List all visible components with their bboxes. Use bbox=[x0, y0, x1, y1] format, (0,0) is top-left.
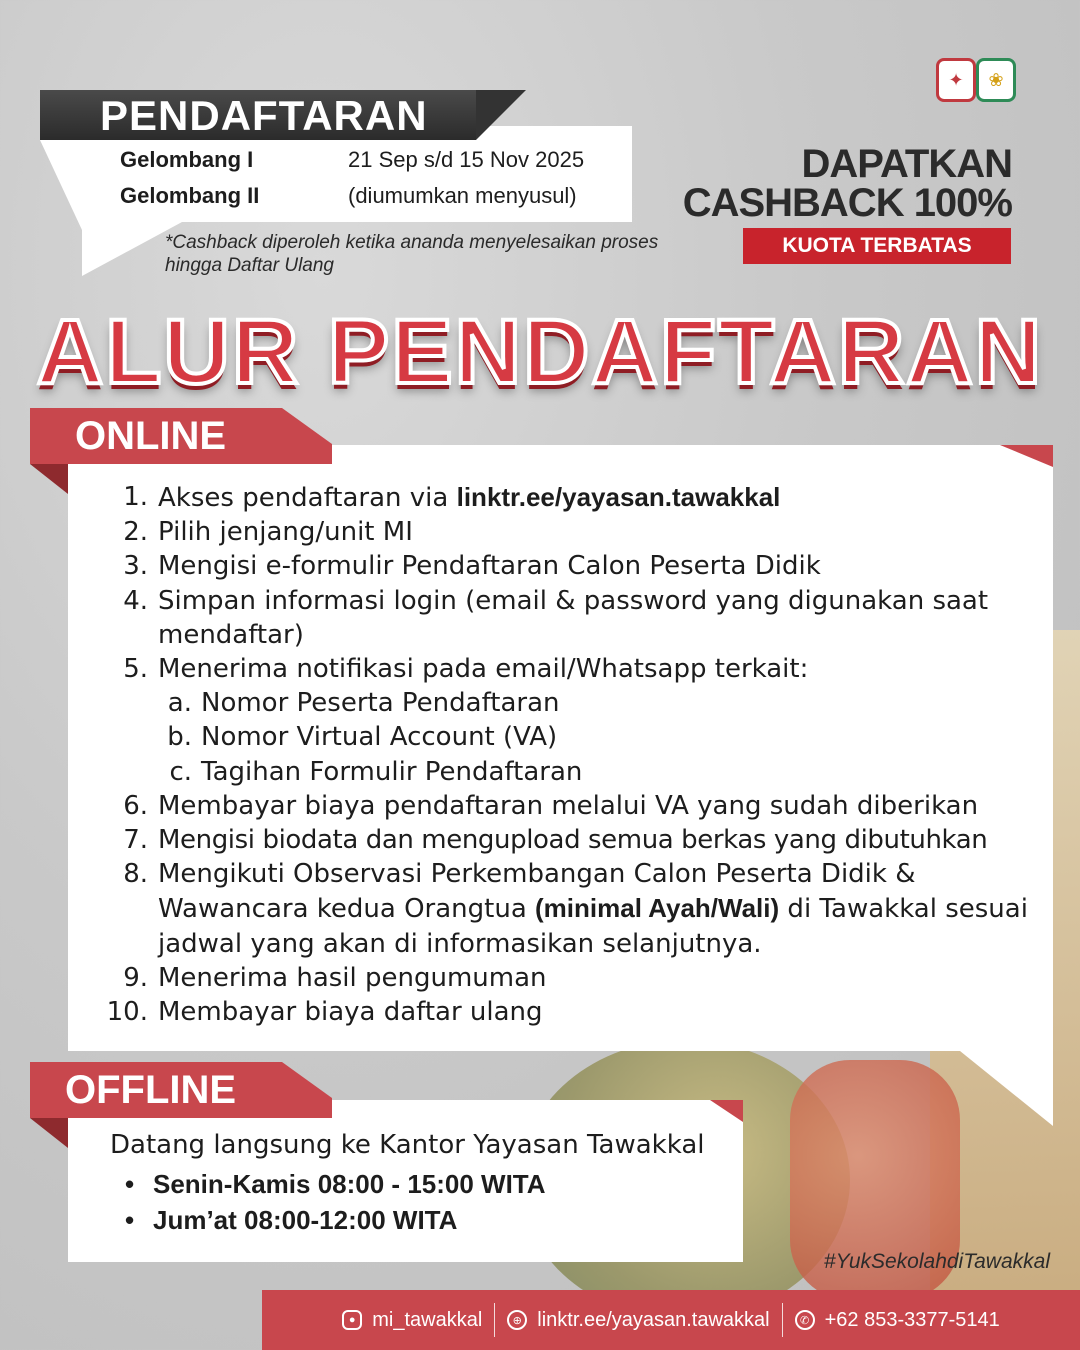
decor-triangle bbox=[282, 1062, 332, 1118]
wave-2-label: Gelombang II bbox=[120, 183, 260, 208]
foundation-logo-icon: ❀ bbox=[976, 58, 1016, 102]
office-hours-list bbox=[125, 1166, 546, 1238]
decor-triangle bbox=[40, 140, 82, 230]
decor-triangle bbox=[960, 1051, 1053, 1126]
decor-triangle bbox=[30, 464, 68, 494]
step-text-part: Akses pendaftaran via bbox=[158, 483, 457, 513]
promo-line-2: CASHBACK 100% bbox=[682, 181, 1012, 225]
list-item bbox=[125, 1166, 546, 1202]
step-number: 5. bbox=[123, 654, 148, 685]
list-item bbox=[125, 1202, 546, 1238]
online-steps-list bbox=[90, 480, 1040, 1029]
wave-1-label: Gelombang I bbox=[120, 147, 254, 172]
office-hours-weekday: Senin-Kamis 08:00 - 15:00 WITA bbox=[153, 1169, 546, 1199]
step-text-part: di Tawakkal sesuai jadwal yang akan di informasikan selanjutnya. bbox=[158, 894, 1028, 959]
list-item bbox=[90, 823, 1040, 857]
sub-text: Nomor Virtual Account (VA) bbox=[201, 722, 558, 753]
sub-letter: a. bbox=[167, 688, 192, 719]
step-number: 2. bbox=[123, 517, 148, 548]
step-text-part: Mengikuti Observasi Perkembangan Calon Peserta Didik & Wawancara kedua Orangtua bbox=[158, 859, 916, 925]
hashtag: #YukSekolahdiTawakkal bbox=[823, 1250, 1050, 1273]
registration-title: PENDAFTARAN bbox=[100, 92, 428, 139]
decor-triangle bbox=[710, 1100, 743, 1122]
step-text bbox=[158, 857, 1040, 961]
step-text: Menerima notifikasi pada email/Whatsapp terkait: bbox=[158, 654, 809, 685]
offline-tag: OFFLINE bbox=[30, 1062, 282, 1118]
list-item bbox=[90, 857, 1040, 961]
whatsapp-number: +62 853-3377-5141 bbox=[824, 1308, 1000, 1331]
step-number: 8. bbox=[123, 859, 148, 890]
step-text: Mengisi e-formulir Pendaftaran Calon Peserta Didik bbox=[158, 551, 821, 582]
whatsapp-icon: ✆ bbox=[795, 1310, 815, 1330]
online-tag: ONLINE bbox=[30, 408, 282, 464]
wave-2-date: (diumumkan menyusul) bbox=[348, 183, 577, 208]
footer-whatsapp[interactable] bbox=[783, 1309, 1012, 1332]
office-hours-friday: Jum’at 08:00-12:00 WITA bbox=[153, 1205, 458, 1235]
list-item bbox=[90, 480, 1040, 515]
list-item bbox=[90, 995, 1040, 1029]
instagram-handle: mi_tawakkal bbox=[372, 1308, 483, 1331]
sub-list-item bbox=[90, 686, 1040, 720]
list-item bbox=[90, 652, 1040, 686]
decor-triangle bbox=[1000, 445, 1053, 467]
decor-triangle bbox=[282, 408, 332, 464]
wave-1-date: 21 Sep s/d 15 Nov 2025 bbox=[348, 147, 585, 172]
promo-line-1: DAPATKAN bbox=[801, 142, 1012, 186]
instagram-icon: ● bbox=[342, 1310, 362, 1330]
list-item bbox=[90, 584, 1040, 652]
step-number: 7. bbox=[123, 825, 148, 856]
footer-bar bbox=[262, 1290, 1080, 1350]
cashback-note: *Cashback diperoleh ketika ananda menyelesaikan proses hingga Daftar Ulang bbox=[165, 232, 659, 276]
list-item bbox=[90, 515, 1040, 549]
sub-letter: b. bbox=[167, 722, 192, 753]
decor-triangle bbox=[476, 90, 526, 140]
step-text: Membayar biaya pendaftaran melalui VA yang sudah diberikan bbox=[158, 790, 979, 821]
step-text: Pilih jenjang/unit MI bbox=[158, 517, 413, 548]
bullet-icon: • bbox=[125, 1205, 135, 1235]
list-item bbox=[90, 549, 1040, 583]
sub-text: Nomor Peserta Pendaftaran bbox=[201, 688, 560, 719]
list-item bbox=[90, 961, 1040, 995]
bullet-icon: • bbox=[125, 1169, 135, 1199]
step-number: 9. bbox=[123, 962, 148, 993]
step-text-emphasis: (minimal Ayah/Wali) bbox=[535, 893, 780, 924]
sub-list-item bbox=[90, 755, 1040, 789]
sub-text: Tagihan Formulir Pendaftaran bbox=[201, 756, 583, 787]
website-link: linktr.ee/yayasan.tawakkal bbox=[537, 1308, 770, 1331]
step-number: 6. bbox=[123, 790, 148, 821]
footer-website[interactable] bbox=[495, 1309, 781, 1332]
decor-triangle bbox=[30, 1118, 68, 1148]
step-text bbox=[158, 480, 1040, 515]
quota-badge: KUOTA TERBATAS bbox=[743, 228, 1011, 264]
step-number: 1. bbox=[123, 482, 148, 512]
step-number: 10. bbox=[106, 997, 148, 1028]
globe-icon: ⊕ bbox=[507, 1310, 527, 1330]
footer-instagram[interactable] bbox=[330, 1309, 494, 1332]
sub-list-item bbox=[90, 720, 1040, 754]
step-number: 3. bbox=[123, 551, 148, 582]
main-title: ALUR PENDAFTARAN bbox=[36, 301, 1044, 403]
school-logo-icon: ✦ bbox=[936, 58, 976, 102]
sub-letter: c. bbox=[169, 756, 192, 787]
registration-link[interactable]: linktr.ee/yayasan.tawakkal bbox=[456, 482, 781, 512]
step-text: Membayar biaya daftar ulang bbox=[158, 997, 543, 1028]
step-text: Menerima hasil pengumuman bbox=[158, 962, 547, 993]
step-text: Mengisi biodata dan mengupload semua berkas yang dibutuhkan bbox=[158, 825, 988, 856]
offline-intro: Datang langsung ke Kantor Yayasan Tawakkal bbox=[110, 1130, 705, 1160]
step-text: Simpan informasi login (email & password yang digunakan saat mendaftar) bbox=[158, 585, 989, 650]
list-item bbox=[90, 789, 1040, 823]
step-number: 4. bbox=[123, 585, 148, 616]
